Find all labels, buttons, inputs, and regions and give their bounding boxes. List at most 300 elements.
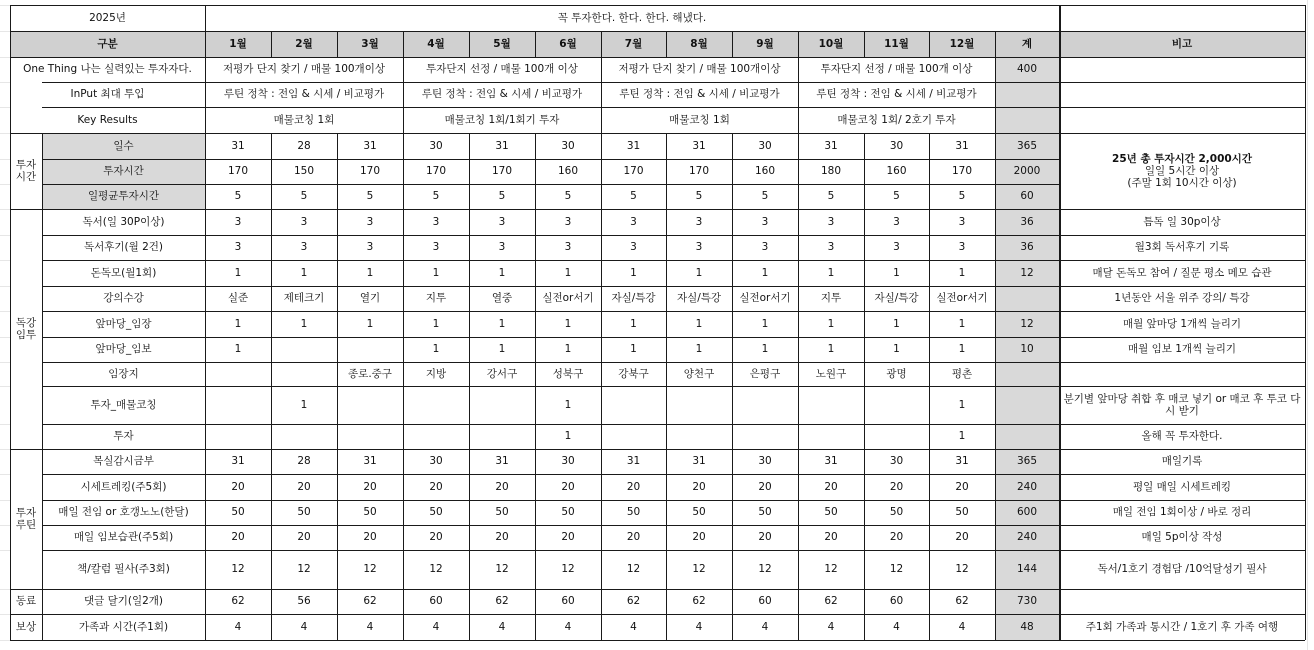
row-value: 3: [564, 241, 572, 254]
row-value: 56: [297, 595, 311, 608]
row-value: 3: [234, 241, 242, 254]
row-value: 4: [695, 620, 703, 633]
group-routine: 투자 루틴: [15, 506, 37, 531]
row-value: 열중: [491, 292, 513, 305]
row-value: 160: [886, 165, 907, 178]
row-total: 600: [1016, 506, 1038, 519]
row-value: 3: [695, 241, 703, 254]
row-value: 20: [561, 531, 575, 544]
row-value: 170: [623, 165, 644, 178]
row-label: 목실감시금부: [93, 455, 154, 468]
sheet-gridline: [0, 640, 10, 641]
border-row: [42, 386, 1305, 387]
border-row: [42, 550, 1305, 551]
row-value: 1: [564, 317, 572, 330]
row-value: 양천구: [683, 367, 715, 380]
row-note: 매월 앞마당 1개씩 늘리기: [1122, 317, 1242, 330]
row-value: 20: [297, 480, 311, 493]
border-month: [271, 31, 272, 57]
row-note: 매일 전임 1회이상 / 바로 정리: [1112, 506, 1252, 519]
row-value: 3: [366, 215, 374, 228]
row-value: 자실/특강: [874, 292, 919, 305]
header-month-12: 12월: [949, 37, 975, 50]
row-value: 12: [626, 563, 641, 576]
sheet-gridline: [0, 31, 10, 32]
header-month-6: 6월: [559, 37, 577, 50]
sheet-gridline: [0, 159, 10, 160]
row-value: 170: [491, 165, 513, 178]
row-value: 3: [893, 241, 900, 254]
row-value: 12: [955, 563, 969, 576]
row-value: 3: [630, 215, 637, 228]
row-value: 3: [498, 241, 506, 254]
row-value: 5: [893, 190, 900, 203]
row-value: 3: [366, 241, 374, 254]
row-value: [271, 424, 337, 449]
input-q2: 루틴 정착 : 전임 & 시세 / 비교평가: [421, 88, 583, 101]
row-value: 20: [429, 480, 443, 493]
row-total: [995, 424, 1059, 449]
row-value: 3: [564, 215, 572, 228]
row-value: 5: [958, 190, 966, 203]
row-value: 62: [231, 595, 245, 608]
row-value: 3: [761, 215, 769, 228]
row-label: 임장지: [108, 367, 139, 380]
sheet-gridline: [1307, 0, 1308, 650]
row-label: 매일 임보습관(주5회): [73, 531, 174, 544]
row-value: 강서구: [486, 367, 518, 380]
border-month: [601, 31, 602, 640]
group-colleague: 동료: [15, 595, 37, 608]
row-value: 제테크기: [283, 292, 325, 305]
row-value: 30: [758, 139, 772, 152]
row-value: 1: [564, 266, 572, 279]
border-row: [42, 525, 1305, 526]
row-value: 12: [297, 563, 311, 576]
input-q3: 루틴 정착 : 전임 & 시세 / 비교평가: [619, 88, 780, 101]
row-value: 1: [564, 398, 572, 411]
row-value: 광명: [886, 367, 907, 380]
sheet-gridline: [0, 386, 10, 387]
row-value: 강북구: [618, 367, 649, 380]
border-row: [42, 235, 1305, 236]
row-value: 1: [893, 266, 900, 279]
row-value: 1: [695, 266, 703, 279]
row-value: 자실/특강: [611, 292, 656, 305]
row-value: 20: [692, 531, 706, 544]
row-value: 1: [234, 317, 242, 330]
one-thing-q1: 저평가 단지 찾기 / 매물 100개이상: [223, 63, 385, 76]
sheet-gridline: [0, 133, 10, 134]
row-value: 50: [626, 506, 641, 519]
row-value: 160: [557, 165, 579, 178]
row-label: 투자_매물코칭: [90, 398, 157, 411]
sheet-gridline: [0, 500, 10, 501]
row-value: 3: [827, 215, 835, 228]
sheet-gridline: [0, 311, 10, 312]
row-value: 20: [758, 531, 772, 544]
row-value: 20: [495, 480, 509, 493]
row-value: 1: [958, 343, 966, 356]
header-month-3: 3월: [361, 37, 379, 50]
row-value: 3: [958, 241, 966, 254]
border-row: [42, 107, 1305, 108]
sheet-gridline: [0, 449, 10, 450]
row-value: 31: [626, 139, 641, 152]
row-value: 20: [889, 531, 904, 544]
row-note: 분기별 앞마당 취합 후 매코 넣기 or 매코 후 투코 다시 받기: [1063, 392, 1301, 417]
border-row: [42, 362, 1305, 363]
row-value: 1: [958, 430, 966, 443]
row-total: 730: [1016, 595, 1038, 608]
row-value: 5: [761, 190, 769, 203]
row-value: 3: [761, 241, 769, 254]
row-value: 20: [231, 480, 245, 493]
border-month: [535, 31, 536, 57]
border-month: [469, 133, 470, 640]
row-note: [1059, 589, 1305, 614]
row-value: [205, 424, 271, 449]
row-value: 4: [366, 620, 374, 633]
row-total: 36: [1020, 215, 1034, 228]
header-month-7: 7월: [624, 37, 643, 50]
row-value: 5: [630, 190, 637, 203]
key-results-q1: 매물코칭 1회: [273, 113, 335, 126]
header-month-10: 10월: [818, 37, 844, 50]
border-row: [42, 337, 1305, 338]
invest-time-note: [1059, 133, 1305, 209]
row-value: 12: [889, 563, 904, 576]
row-value: 50: [429, 506, 443, 519]
row-value: 1: [432, 266, 440, 279]
row-value: 1: [498, 266, 506, 279]
row-label: 가족과 시간(주1회): [78, 620, 169, 633]
row-value: 31: [495, 139, 509, 152]
row-value: 1: [366, 266, 374, 279]
border-row: [42, 184, 1059, 185]
sheet-title: 꼭 투자한다. 한다. 한다. 해냈다.: [557, 11, 707, 24]
row-value: 60: [429, 595, 443, 608]
input-q4: 루틴 정착 : 전임 & 시세 / 비교평가: [816, 88, 977, 101]
row-value: 150: [293, 165, 315, 178]
sheet-gridline: [0, 57, 10, 58]
row-note: 독서/1호기 경험담 /10억달성기 필사: [1097, 563, 1267, 576]
row-value: 62: [363, 595, 377, 608]
sheet-gridline: [0, 589, 10, 590]
row-value: 1: [630, 317, 637, 330]
sheet-gridline: [0, 614, 10, 615]
row-label: 앞마당_임보: [95, 343, 152, 356]
row-value: 62: [626, 595, 641, 608]
row-value: 1: [827, 266, 835, 279]
row-note: 틈독 일 30p이상: [1143, 215, 1221, 228]
row-value: [798, 386, 864, 424]
row-value: [469, 386, 535, 424]
row-value: 30: [889, 139, 904, 152]
row-total: 48: [1020, 620, 1034, 633]
border-row: [42, 82, 1305, 83]
row-value: 62: [495, 595, 509, 608]
row-value: 1: [695, 343, 703, 356]
row-label: 독서(일 30P이상): [82, 215, 165, 228]
row-value: 31: [626, 455, 641, 468]
border-month: [337, 31, 338, 57]
row-value: 종로.중구: [348, 367, 392, 380]
row-value: 30: [561, 455, 575, 468]
row-total: 12: [1020, 317, 1034, 330]
border-group: [42, 133, 43, 640]
border-month: [403, 31, 404, 640]
row-value: 31: [692, 139, 706, 152]
row-value: 5: [300, 190, 308, 203]
row-value: 4: [827, 620, 835, 633]
border-row: [42, 424, 1305, 425]
one-thing-total: 400: [1016, 63, 1038, 76]
row-label: 매일 전임 or 호갱노노(한달): [58, 506, 189, 519]
row-value: 170: [425, 165, 447, 178]
row-value: 5: [432, 190, 440, 203]
border-left: [10, 5, 11, 640]
row-label: 독서후기(월 2건): [83, 241, 164, 254]
row-value: 28: [297, 139, 311, 152]
row-value: 3: [300, 215, 308, 228]
row-total: [995, 386, 1059, 424]
row-label: 시세트레킹(주5회): [80, 480, 167, 493]
border-month: [469, 31, 470, 57]
row-total: 2000: [1013, 165, 1041, 178]
header-category: 구분: [97, 37, 118, 50]
border-month: [929, 133, 930, 640]
row-note: 주1회 가족과 통시간 / 1호기 후 가족 여행: [1085, 620, 1279, 633]
row-value: 31: [495, 455, 509, 468]
row-value: 50: [955, 506, 969, 519]
row-value: 160: [754, 165, 776, 178]
border-month: [666, 133, 667, 640]
row-value: 1: [695, 317, 703, 330]
row-value: 1: [893, 317, 900, 330]
border-month: [864, 133, 865, 640]
header-month-11: 11월: [884, 37, 909, 50]
row-value: 1: [366, 317, 374, 330]
sheet-gridline: [0, 337, 10, 338]
row-value: 50: [824, 506, 838, 519]
row-value: 31: [231, 139, 245, 152]
row-value: 30: [561, 139, 575, 152]
border-total-left: [995, 31, 996, 640]
sheet-gridline: [0, 107, 10, 108]
sheet-gridline: [0, 235, 10, 236]
border-row: [42, 474, 1305, 475]
row-value: 20: [758, 480, 772, 493]
border-row: [42, 500, 1305, 501]
row-value: [601, 386, 666, 424]
row-value: [666, 386, 732, 424]
row-value: 28: [297, 455, 311, 468]
row-value: 50: [231, 506, 245, 519]
sheet-gridline: [0, 550, 10, 551]
row-value: [864, 424, 929, 449]
row-label: 일수: [113, 139, 134, 152]
row-value: 1: [630, 343, 637, 356]
row-label: 댓글 달기(일2개): [83, 595, 164, 608]
sheet-gridline: [0, 474, 10, 475]
row-value: 3: [300, 241, 308, 254]
row-value: 5: [564, 190, 572, 203]
row-value: 자실/특강: [676, 292, 722, 305]
row-value: 31: [955, 455, 969, 468]
row-value: [337, 386, 403, 424]
invest-note-daily: 일일 5시간 이상: [1144, 164, 1220, 177]
row-value: 1: [300, 317, 308, 330]
border-month: [732, 133, 733, 640]
row-value: 지투: [820, 292, 842, 305]
row-value: 성북구: [552, 367, 584, 380]
row-value: 노원구: [815, 367, 847, 380]
row-value: 1: [761, 266, 769, 279]
row-value: 60: [758, 595, 772, 608]
border-total-right: [1059, 5, 1061, 640]
row-value: [205, 386, 271, 424]
row-value: 20: [297, 531, 311, 544]
row-value: 은평구: [749, 367, 781, 380]
row-value: 4: [300, 620, 308, 633]
row-value: 31: [363, 455, 377, 468]
row-value: 1: [761, 343, 769, 356]
row-value: 12: [231, 563, 245, 576]
border-month: [929, 31, 930, 57]
row-value: 1: [234, 266, 242, 279]
row-value: 평촌: [951, 367, 973, 380]
sheet-gridline: [0, 82, 10, 83]
row-value: 50: [561, 506, 575, 519]
row-value: [732, 386, 798, 424]
row-value: 20: [231, 531, 245, 544]
border-month: [337, 133, 338, 640]
sheet-gridline: [0, 260, 10, 261]
row-value: 20: [561, 480, 575, 493]
row-value: 실준: [227, 292, 249, 305]
row-value: 1: [498, 343, 506, 356]
row-value: 170: [359, 165, 381, 178]
row-value: 1: [300, 266, 308, 279]
row-total: 365: [1016, 139, 1038, 152]
row-note: 월3회 독서후기 기록: [1134, 241, 1230, 254]
border-row: [42, 260, 1305, 261]
key-results-q4: 매물코칭 1회/ 2호기 투자: [837, 113, 956, 126]
key-results-q2: 매물코칭 1회/1회기 투자: [444, 113, 560, 126]
header-month-2: 2월: [295, 37, 313, 50]
row-value: 4: [761, 620, 769, 633]
border-month: [864, 31, 865, 57]
row-value: [271, 362, 337, 386]
row-total: 36: [1020, 241, 1034, 254]
sheet-gridline: [0, 525, 10, 526]
header-month-5: 5월: [493, 37, 511, 50]
total-column-bg: [995, 82, 1059, 107]
row-value: 5: [827, 190, 835, 203]
row-note: [1059, 362, 1305, 386]
invest-note-weekend: (주말 1회 10시간 이상): [1127, 177, 1237, 190]
border-month: [535, 133, 536, 640]
row-value: [403, 386, 469, 424]
row-value: 50: [495, 506, 509, 519]
row-value: [337, 424, 403, 449]
row-value: [798, 424, 864, 449]
row-value: 5: [366, 190, 374, 203]
row-value: 4: [630, 620, 637, 633]
row-value: 62: [692, 595, 706, 608]
row-value: 20: [363, 531, 377, 544]
row-value: 5: [498, 190, 506, 203]
row-value: 1: [958, 266, 966, 279]
header-month-9: 9월: [756, 37, 774, 50]
border-month: [271, 133, 272, 640]
row-value: [666, 424, 732, 449]
row-value: 12: [363, 563, 377, 576]
row-value: 12: [824, 563, 838, 576]
row-value: 20: [363, 480, 377, 493]
group-invest-time: 투자 시간: [15, 158, 37, 183]
row-total: 60: [1020, 190, 1034, 203]
border-row: [42, 311, 1305, 312]
header-month-1: 1월: [229, 37, 247, 50]
row-value: 50: [692, 506, 706, 519]
row-label: 책/칼럼 필사(주3회): [77, 563, 170, 576]
row-value: 180: [820, 165, 842, 178]
row-value: 62: [824, 595, 838, 608]
row-value: 170: [688, 165, 710, 178]
row-value: 20: [692, 480, 706, 493]
row-value: 실전or서기: [936, 292, 988, 305]
row-value: 3: [695, 215, 703, 228]
row-value: 31: [955, 139, 969, 152]
group-reward: 보상: [15, 620, 37, 633]
row-value: 20: [626, 480, 641, 493]
row-value: 50: [297, 506, 311, 519]
row-value: 1: [234, 343, 242, 356]
group-study: 독강 임투: [15, 316, 37, 341]
row-note: 평일 매일 시세트레킹: [1133, 480, 1231, 493]
row-value: 170: [227, 165, 249, 178]
row-note: 매일기록: [1161, 455, 1203, 468]
row-value: 1: [300, 398, 308, 411]
row-value: 3: [234, 215, 242, 228]
border-row: [10, 640, 1305, 641]
row-total: 144: [1016, 563, 1038, 576]
row-value: 1: [893, 343, 900, 356]
border-month: [732, 31, 733, 57]
row-total: [995, 286, 1059, 311]
row-value: 20: [955, 531, 969, 544]
row-value: 20: [429, 531, 443, 544]
border-row: [42, 159, 1059, 160]
sheet-gridline: [0, 286, 10, 287]
row-value: 12: [692, 563, 706, 576]
sheet-gridline: [0, 184, 10, 185]
row-value: 1: [564, 343, 572, 356]
row-value: 4: [432, 620, 440, 633]
row-value: [601, 424, 666, 449]
row-value: 1: [564, 430, 572, 443]
row-value: [403, 424, 469, 449]
border-right: [1305, 5, 1306, 640]
row-value: 4: [958, 620, 966, 633]
row-value: 170: [951, 165, 973, 178]
row-value: 30: [758, 455, 772, 468]
border-month: [798, 31, 799, 640]
row-note: 매월 임보 1개씩 늘리기: [1128, 343, 1236, 356]
border-label: [205, 5, 206, 640]
